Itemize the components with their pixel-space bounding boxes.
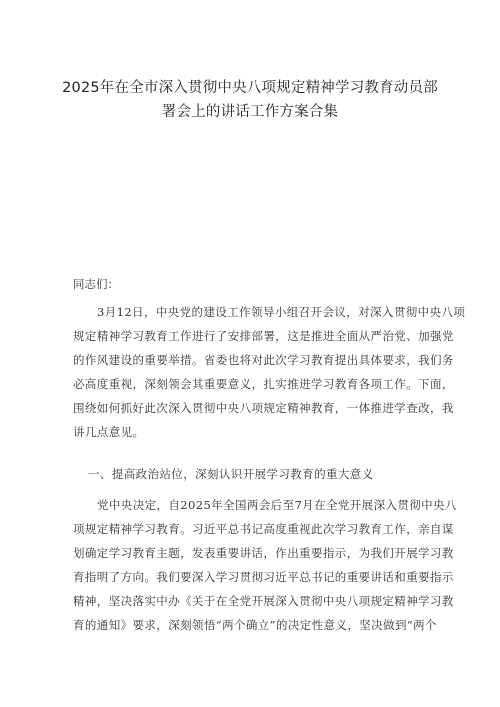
paragraph-1-line: 围绕如何抓好此次深入贯彻中央八项规定精神教育，一体推进学查改，我 bbox=[73, 401, 454, 415]
paragraph-2-line: 项规定精神学习教育。习近平总书记高度重视此次学习教育工作，亲自谋 bbox=[73, 522, 454, 536]
paragraph-2-line: 精神，坚决落实中办《关于在全党开展深入贯彻中央八项规定精神学习教 bbox=[73, 594, 454, 608]
greeting: 同志们： bbox=[73, 277, 119, 291]
paragraph-2-line: 育指明了方向。我们要深入学习贯彻习近平总书记的重要讲话和重要指示 bbox=[73, 570, 454, 584]
paragraph-2 bbox=[73, 493, 457, 637]
paragraph-1 bbox=[73, 300, 466, 444]
document-title-line1: 2025年在全市深入贯彻中央八项规定精神学习教育动员部 bbox=[62, 80, 438, 96]
paragraph-1-line: 讲几点意见。 bbox=[73, 425, 145, 439]
paragraph-2-line: 育的通知》要求，深刻领悟“两个确立”的决定性意义，坚决做到“两个 bbox=[73, 618, 437, 632]
paragraph-2-line: 党中央决定，自2025年全国两会后至7月在全党开展深入贯彻中央八 bbox=[97, 498, 457, 512]
paragraph-1-line: 3月12日，中央党的建设工作领导小组召开会议，对深入贯彻中央八项 bbox=[97, 305, 466, 319]
paragraph-2-line: 划确定学习教育主题，发表重要讲话，作出重要指示，为我们开展学习教 bbox=[73, 546, 454, 560]
section-heading-1: 一、提高政治站位，深刻认识开展学习教育的重大意义 bbox=[88, 467, 374, 481]
paragraph-1-line: 必高度重视，深刻领会其重要意义，扎实推进学习教育各项工作。下面， bbox=[73, 377, 454, 391]
document-title-line2: 署会上的讲话工作方案合集 bbox=[161, 104, 339, 120]
paragraph-1-line: 规定精神学习教育工作进行了安排部署，这是推进全面从严治党、加强党 bbox=[73, 329, 454, 343]
paragraph-1-line: 的作风建设的重要举措。省委也将对此次学习教育提出具体要求，我们务 bbox=[73, 353, 454, 367]
